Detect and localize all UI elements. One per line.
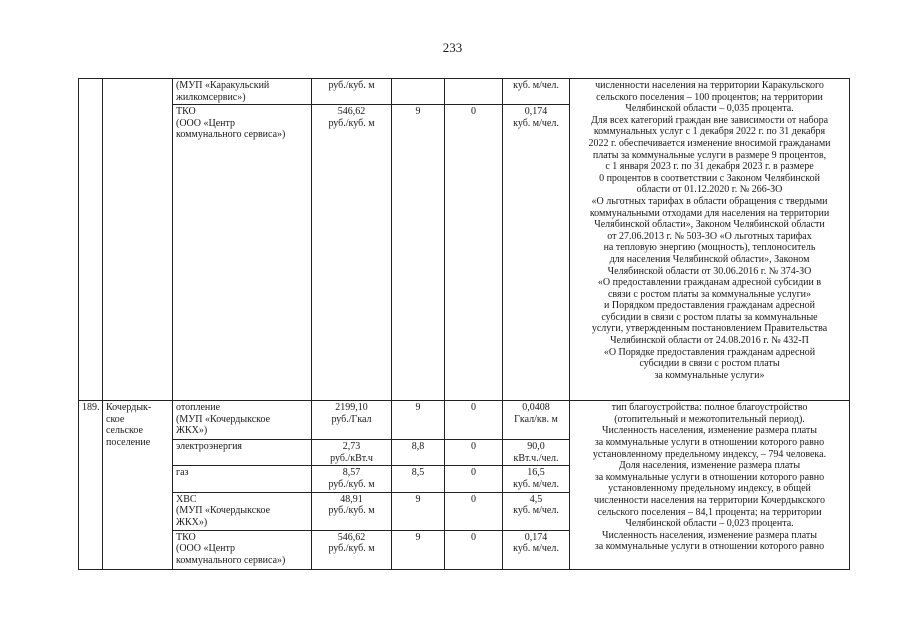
text-line: установленному предельному индексу, в общей	[608, 483, 811, 495]
note-cell	[570, 79, 850, 401]
row-number-cell: 189.	[79, 401, 103, 569]
text-line: субсидии в связи с ростом платы	[639, 358, 780, 370]
service-cell	[173, 401, 312, 440]
text-line: численности населения на территории Каракульского	[595, 80, 824, 91]
text-line: 0,174	[524, 106, 548, 118]
text-line: куб. м/чел.	[513, 80, 559, 91]
value-cell: 8,5	[392, 466, 445, 492]
text-line: 2,73	[342, 441, 361, 453]
text-line: руб./куб. м	[328, 543, 375, 555]
text-line: руб./куб. м	[328, 80, 375, 91]
text-line: сельское	[106, 425, 143, 437]
text-line: куб. м/чел.	[513, 478, 559, 490]
text-line: для населения Челябинской области», Законом	[609, 253, 810, 265]
text-line: ЖКХ»)	[176, 425, 208, 437]
text-line: ХВС	[176, 493, 197, 505]
text-line: установленному предельному индексу, – 794 человека.	[592, 448, 827, 460]
value-cell: 0	[445, 492, 503, 530]
text-line: 16,5	[527, 467, 545, 479]
text-line: с 1 января 2023 г. по 31 декабря 2023 г. в размере	[605, 161, 814, 173]
text-line: 2022 г. обеспечивается изменение вносимой гражданами	[588, 137, 831, 149]
text-line: Челябинской области – 0,023 процента.	[625, 518, 794, 530]
text-line: ЖКХ»)	[176, 516, 208, 528]
value-cell: 9	[392, 105, 445, 401]
text-line: кВт.ч./чел.	[513, 452, 559, 464]
note-cell	[570, 401, 850, 569]
service-cell	[173, 79, 312, 105]
service-cell	[173, 440, 312, 466]
value-cell	[392, 79, 445, 105]
text-line: куб. м/чел.	[513, 117, 559, 129]
value-cell: 0	[445, 530, 503, 569]
text-line: «О предоставлении гражданам адресной субсидии в	[597, 277, 822, 289]
text-line: (отопительный и межотопительный период).	[614, 413, 805, 425]
tariff-cell	[312, 401, 392, 440]
text-line: от 27.06.2013 г. № 503-ЗО «О льготных тарифах	[607, 230, 812, 242]
tariff-cell	[312, 105, 392, 401]
tariff-cell	[312, 492, 392, 530]
text-line: Для всех категорий граждан вне зависимости от набора	[590, 114, 829, 126]
text-line: области от 01.12.2020 г. № 266-ЗО	[636, 184, 783, 196]
text-line: «О Порядке предоставления гражданам адресной	[603, 346, 816, 358]
value-cell: 0	[445, 466, 503, 492]
norm-cell	[503, 530, 570, 569]
text-line: 4,5	[529, 493, 543, 505]
text-line: сельского поселения – 100 процентов; на территории	[596, 91, 823, 103]
norm-cell	[503, 105, 570, 401]
value-cell: 8,8	[392, 440, 445, 466]
tariff-cell	[312, 466, 392, 492]
table-row	[79, 401, 850, 440]
service-cell	[173, 466, 312, 492]
text-line: куб. м/чел.	[513, 543, 559, 555]
municipality-cell	[103, 401, 173, 569]
norm-cell	[503, 79, 570, 105]
service-cell	[173, 530, 312, 569]
tariff-cell	[312, 530, 392, 569]
text-line: Челябинской области», Законом Челябинской области	[594, 219, 825, 231]
text-line: 0,0408	[522, 402, 550, 414]
service-cell	[173, 105, 312, 401]
text-line: Кочердык-	[106, 402, 152, 414]
tariff-table	[78, 78, 850, 570]
text-line: поселение	[106, 436, 151, 448]
norm-cell	[503, 401, 570, 440]
tariff-cell	[312, 440, 392, 466]
text-line: куб. м/чел.	[513, 505, 559, 517]
value-cell: 0	[445, 401, 503, 440]
norm-cell	[503, 466, 570, 492]
tariff-cell	[312, 79, 392, 105]
text-line: коммунальными отходами для населения на территории	[589, 207, 830, 219]
text-line: 0 процентов в соответствии с Законом Челябинской	[599, 172, 820, 184]
value-cell: 9	[392, 401, 445, 440]
text-line: (МУП «Каракульский	[176, 80, 270, 91]
text-line: 2199,10	[335, 402, 368, 414]
value-cell	[445, 79, 503, 105]
municipality-cell	[103, 79, 173, 401]
text-line: на тепловую энергию (мощность), теплоноситель	[603, 242, 816, 254]
text-line: 90,0	[527, 441, 545, 453]
text-line: руб./Гкал	[331, 413, 372, 425]
text-line: за коммунальные услуги»	[654, 369, 765, 381]
text-line: ТКО	[176, 531, 196, 543]
text-line: Челябинской области от 30.06.2016 г. № 374-ЗО	[607, 265, 812, 277]
text-line: сельского поселения – 84,1 процента; на территории	[597, 506, 822, 518]
text-line: (МУП «Кочердыкское	[176, 413, 271, 425]
text-line: ТКО	[176, 106, 196, 118]
text-line: Челябинской области – 0,035 процента.	[625, 103, 794, 115]
text-line: тип благоустройства: полное благоустройство	[611, 402, 808, 414]
service-cell	[173, 492, 312, 530]
text-line: Гкал/кв. м	[514, 413, 558, 425]
text-line: руб./кВт.ч	[330, 452, 373, 464]
text-line: Численность населения, изменение размера платы	[602, 529, 817, 541]
text-line: коммунального сервиса»)	[176, 129, 286, 141]
value-cell: 0	[445, 440, 503, 466]
text-line: 48,91	[340, 493, 363, 505]
text-line: Численность населения, изменение размера платы	[602, 425, 817, 437]
text-line: Доля населения, изменение размера платы	[618, 460, 801, 472]
norm-cell	[503, 492, 570, 530]
text-line: и Порядком предоставления гражданам адресной	[604, 300, 815, 312]
text-line: Челябинской области от 24.08.2016 г. № 432-П	[610, 335, 809, 347]
text-line: услуги, утвержденным постановлением Правительства	[591, 323, 828, 335]
text-line: электроэнергия	[176, 441, 243, 453]
text-line: (МУП «Кочердыкское	[176, 505, 271, 517]
table-row	[79, 79, 850, 105]
text-line: руб./куб. м	[328, 505, 375, 517]
text-line: 546,62	[337, 106, 366, 118]
value-cell: 9	[392, 530, 445, 569]
text-line: ское	[106, 413, 125, 425]
text-line: (ООО «Центр	[176, 117, 235, 129]
text-line: за коммунальные услуги в отношении которого равно	[594, 541, 825, 553]
text-line: коммунального сервиса»)	[176, 554, 286, 566]
text-line: численности населения на территории Кочердыкского	[593, 494, 826, 506]
page-number: 233	[442, 40, 463, 55]
text-line: руб./куб. м	[328, 117, 375, 129]
text-line: связи с ростом платы за коммунальные услуги»	[607, 288, 812, 300]
text-line: отопление	[176, 402, 221, 414]
value-cell: 9	[392, 492, 445, 530]
text-line: за коммунальные услуги в отношении которого равно	[594, 471, 825, 483]
text-line: коммунальных услуг с 1 декабря 2022 г. по 31 декабря	[593, 126, 826, 138]
text-line: газ	[176, 467, 189, 479]
text-line: руб./куб. м	[328, 478, 375, 490]
norm-cell	[503, 440, 570, 466]
value-cell: 0	[445, 105, 503, 401]
text-line: субсидии в связи с ростом платы за коммунальные	[601, 311, 818, 323]
text-line: 8,57	[342, 467, 361, 479]
text-line: за коммунальные услуги в отношении которого равно	[594, 436, 825, 448]
text-line: жилкомсервис»)	[176, 91, 246, 103]
text-line: 546,62	[337, 531, 366, 543]
text-line: «О льготных тарифах в области обращения с твердыми	[591, 195, 828, 207]
row-number-cell	[79, 79, 103, 401]
text-line: (ООО «Центр	[176, 543, 235, 555]
text-line: 0,174	[524, 531, 548, 543]
text-line: платы за коммунальные услуги в размере 9 процентов,	[592, 149, 827, 161]
